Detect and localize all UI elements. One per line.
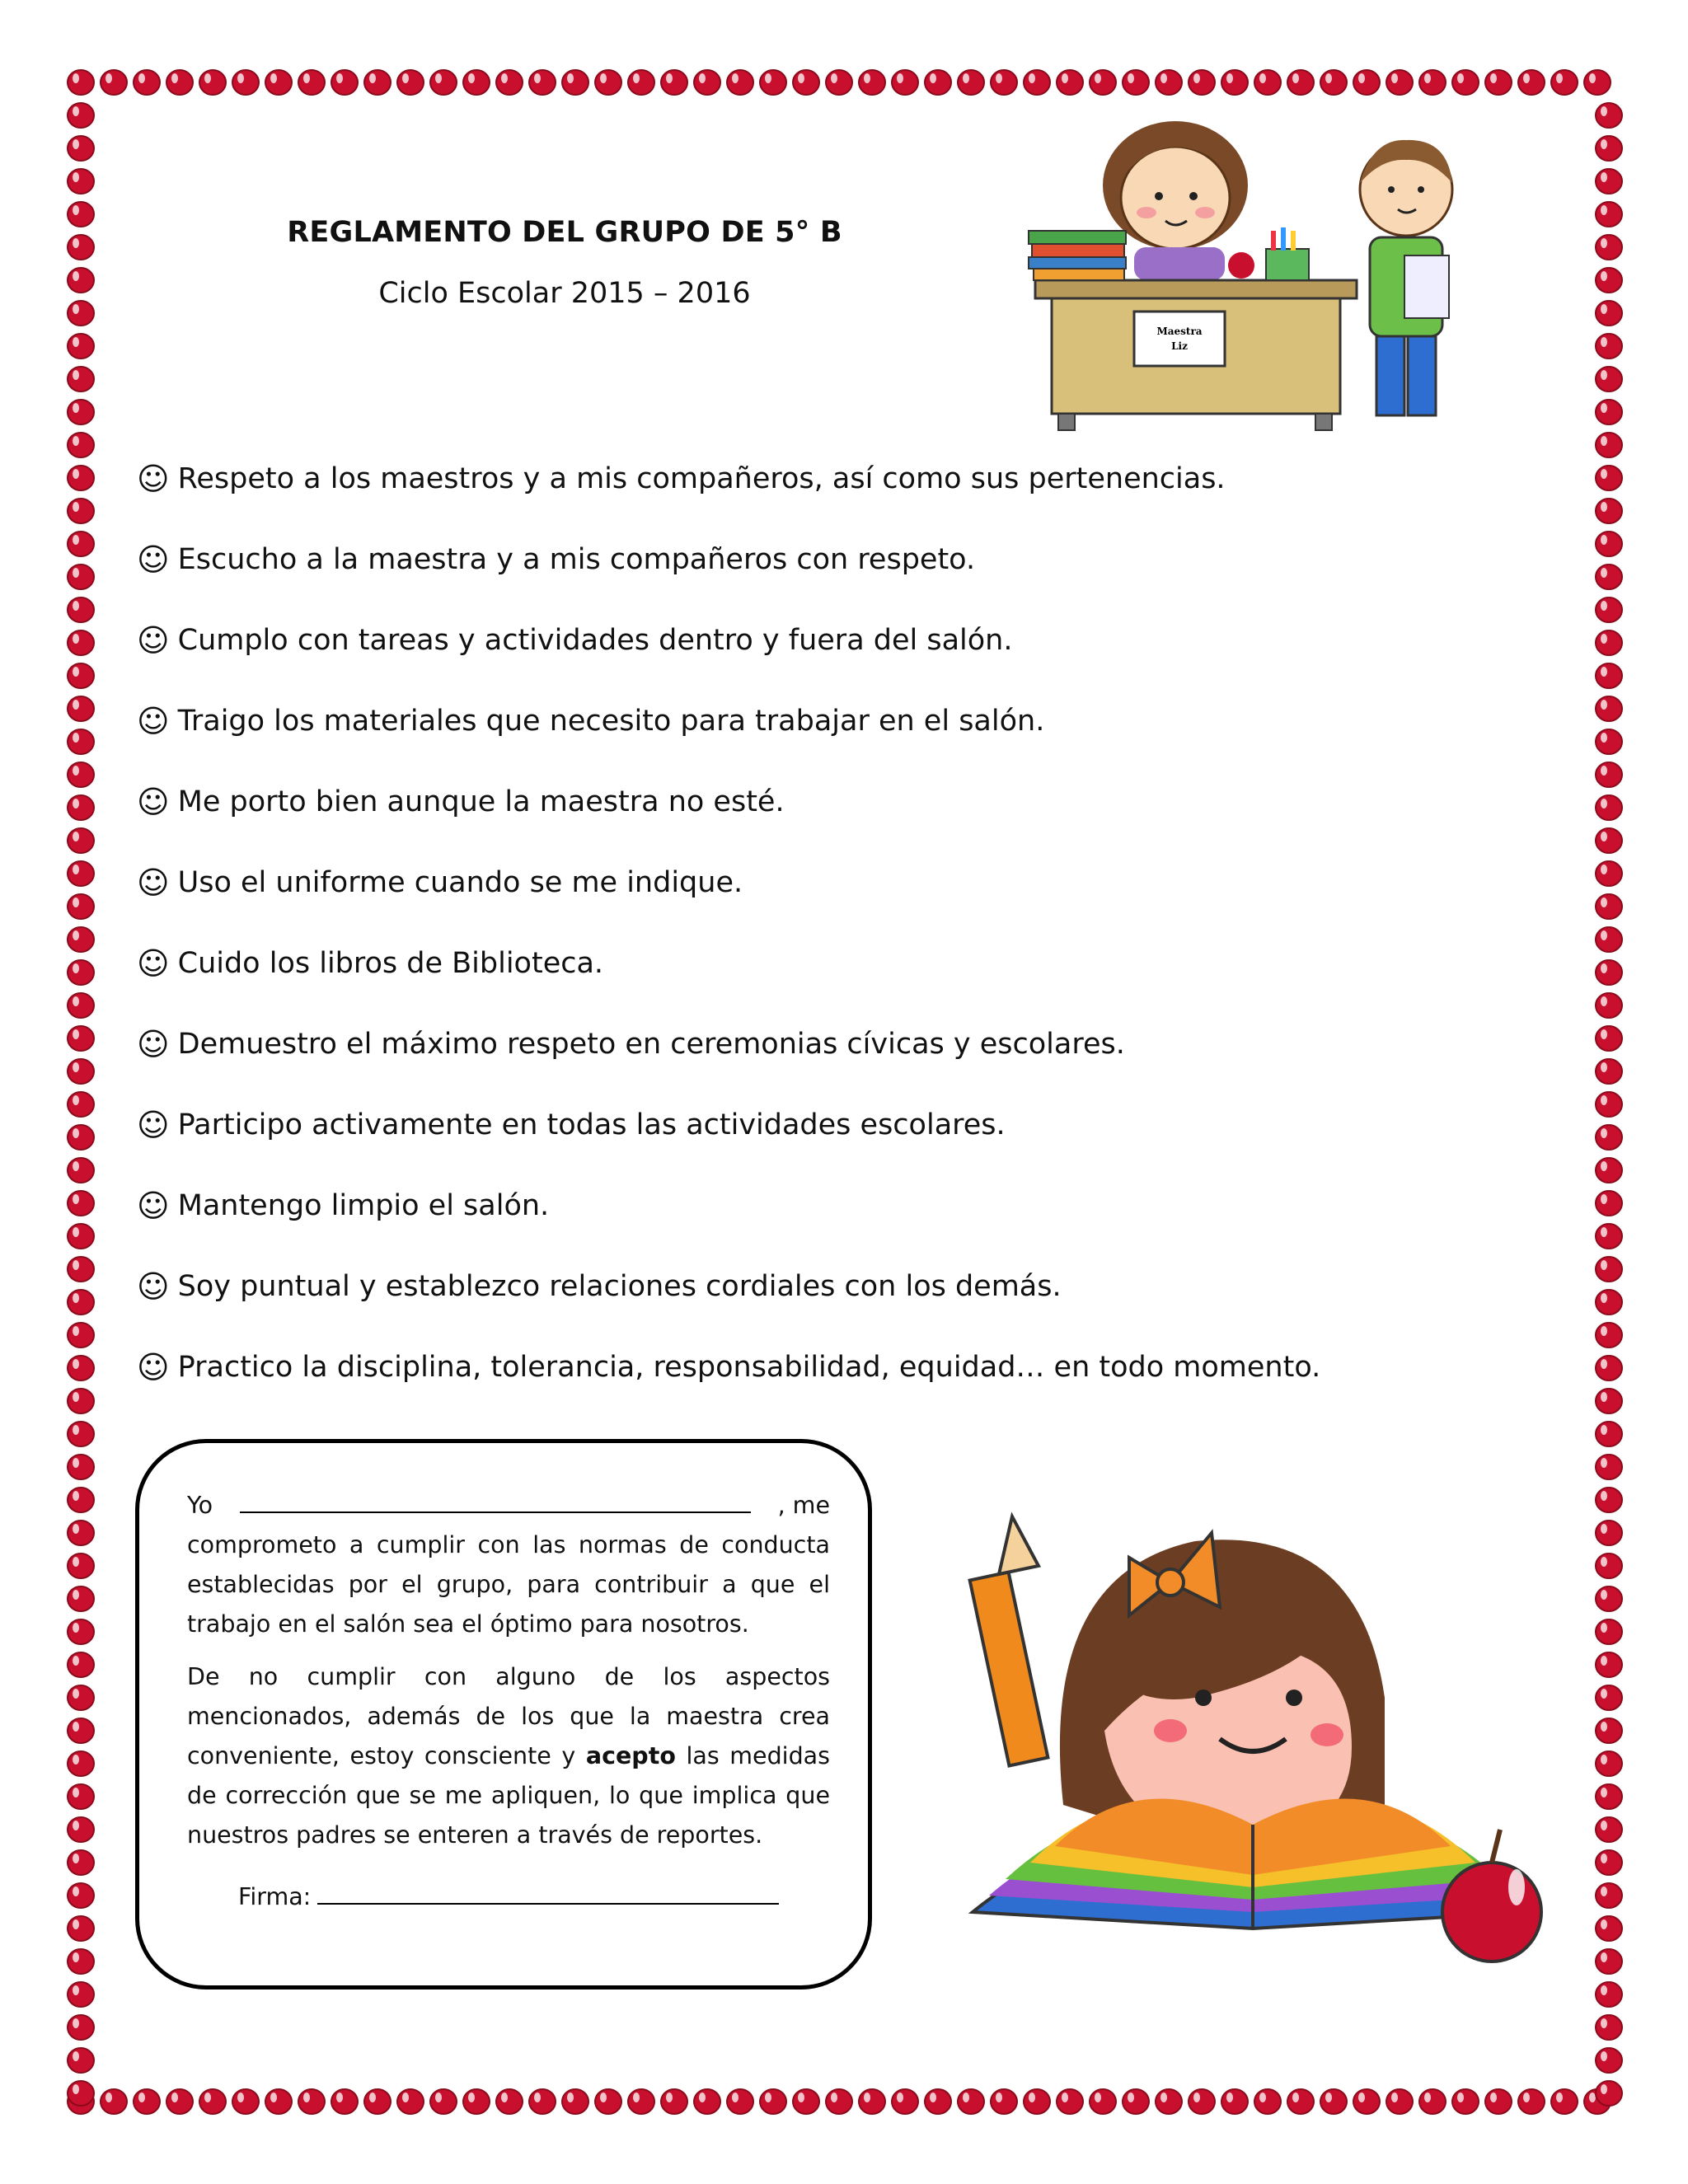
apple-icon	[1386, 70, 1413, 95]
apple-icon	[1024, 70, 1050, 95]
rule-text: Practico la disciplina, tolerancia, responsabilidad, equidad… en todo momento.	[177, 1351, 1321, 1384]
apple-icon	[1596, 795, 1622, 820]
apple-icon	[68, 1619, 94, 1644]
apple-icon	[1596, 1586, 1622, 1611]
apple-icon	[1596, 1718, 1622, 1743]
apple-icon	[1596, 367, 1622, 391]
smiley-icon: ☺	[137, 622, 170, 658]
apple-icon	[68, 70, 94, 95]
apple-icon	[1596, 2048, 1622, 2073]
smiley-icon: ☺	[137, 784, 170, 820]
apple-icon	[1189, 2089, 1215, 2114]
apple-icon	[760, 70, 786, 95]
apple-icon	[1596, 2081, 1622, 2106]
apple-icon	[1156, 2089, 1182, 2114]
pledge-paragraph-1	[187, 1486, 830, 1644]
rule-text: Traigo los materiales que necesito para trabajar en el salón.	[177, 705, 1045, 738]
apple-icon	[1596, 1455, 1622, 1479]
rule-text: Escucho a la maestra y a mis compañeros con respeto.	[177, 543, 976, 576]
apple-icon	[68, 1224, 94, 1249]
apple-icon	[68, 136, 94, 161]
apple-icon	[1596, 927, 1622, 952]
pledge-paragraph-2	[187, 1657, 830, 1855]
apple-icon	[68, 960, 94, 985]
apple-icon	[68, 2015, 94, 2040]
apple-icon	[68, 1356, 94, 1380]
apple-icon	[1596, 1191, 1622, 1216]
apple-icon	[68, 927, 94, 952]
apple-icon	[68, 235, 94, 260]
apple-icon	[925, 2089, 951, 2114]
rule-text: Cumplo con tareas y actividades dentro y fuera del salón.	[177, 624, 1013, 657]
rule-item	[137, 1266, 1390, 1347]
apple-icon	[68, 861, 94, 886]
apple-icon	[958, 2089, 984, 2114]
apple-icon	[331, 2089, 358, 2114]
apple-icon	[1596, 1784, 1622, 1809]
apple-icon	[1419, 70, 1446, 95]
apple-icon	[68, 598, 94, 622]
apple-icon	[1596, 169, 1622, 194]
apple-icon	[68, 1916, 94, 1941]
apple-icon	[68, 1191, 94, 1216]
apple-icon	[68, 993, 94, 1018]
apple-icon	[1596, 630, 1622, 655]
apple-icon	[826, 70, 852, 95]
pledge-me: , me	[777, 1492, 830, 1519]
apple-icon	[694, 70, 720, 95]
apple-icon	[1596, 1026, 1622, 1051]
apple-icon	[793, 70, 819, 95]
apple-icon	[1596, 499, 1622, 523]
apple-icon	[925, 70, 951, 95]
page-subtitle: Ciclo Escolar 2015 – 2016	[378, 277, 751, 310]
apple-icon	[1551, 70, 1578, 95]
apple-icon	[68, 1323, 94, 1347]
apple-icon	[1057, 70, 1083, 95]
rule-item	[137, 781, 1390, 862]
apple-icon	[1353, 2089, 1380, 2114]
apple-icon	[1596, 960, 1622, 985]
apple-icon	[68, 1026, 94, 1051]
apple-icon	[1254, 70, 1281, 95]
apple-icon	[1596, 103, 1622, 128]
smiley-icon: ☺	[137, 1188, 170, 1224]
apple-icon	[1596, 1883, 1622, 1908]
apple-icon	[1485, 2089, 1512, 2114]
apple-icon	[68, 1488, 94, 1512]
apple-icon	[232, 70, 259, 95]
apple-icon	[397, 70, 424, 95]
apple-icon	[68, 466, 94, 490]
smiley-icon: ☺	[137, 541, 170, 578]
apple-icon	[68, 1982, 94, 2007]
apple-icon	[991, 70, 1017, 95]
apple-icon	[1596, 1224, 1622, 1249]
apple-icon	[1596, 433, 1622, 457]
apple-icon	[1320, 70, 1347, 95]
rule-item	[137, 458, 1390, 539]
apple-icon	[68, 630, 94, 655]
apple-icon	[1452, 70, 1479, 95]
apple-icon	[68, 696, 94, 721]
apple-icon	[1596, 1422, 1622, 1446]
rule-item	[137, 862, 1390, 943]
apple-icon	[1596, 1685, 1622, 1710]
apple-icon	[68, 565, 94, 589]
apple-icon	[1596, 565, 1622, 589]
apple-icon	[298, 70, 325, 95]
apple-icon	[68, 2081, 94, 2106]
apple-icon	[1090, 2089, 1116, 2114]
apple-icon	[68, 1949, 94, 1974]
apple-icon	[1596, 1323, 1622, 1347]
apple-icon	[1596, 268, 1622, 293]
apple-icon	[68, 1883, 94, 1908]
firma-label: Firma:	[238, 1883, 312, 1910]
apple-icon	[1596, 1850, 1622, 1875]
apple-icon	[1584, 70, 1611, 95]
apple-icon	[1596, 532, 1622, 556]
apple-icon	[1596, 894, 1622, 919]
apple-icon	[859, 2089, 885, 2114]
apple-icon	[595, 70, 621, 95]
apple-icon	[1596, 1158, 1622, 1183]
apple-icon	[1419, 2089, 1446, 2114]
apple-icon	[1189, 70, 1215, 95]
rules-list	[137, 458, 1390, 1427]
apple-icon	[1596, 400, 1622, 424]
rule-text: Demuestro el máximo respeto en ceremonias cívicas y escolares.	[177, 1028, 1125, 1061]
apple-icon	[331, 70, 358, 95]
apple-icon	[463, 2089, 490, 2114]
apple-icon	[1518, 2089, 1545, 2114]
apple-icon	[1287, 2089, 1314, 2114]
rule-item	[137, 701, 1390, 781]
apple-icon	[68, 663, 94, 688]
rule-text: Me porto bien aunque la maestra no esté.	[177, 785, 785, 818]
apple-icon	[760, 2089, 786, 2114]
apple-icon	[68, 894, 94, 919]
name-blank-line[interactable]	[240, 1487, 751, 1513]
apple-icon	[68, 1586, 94, 1611]
apple-icon	[1596, 1356, 1622, 1380]
apple-icon	[1596, 466, 1622, 490]
apple-icon	[364, 70, 391, 95]
girl-reading-illustration	[923, 1451, 1566, 1978]
signature-blank-line[interactable]	[317, 1878, 779, 1905]
apple-icon	[694, 2089, 720, 2114]
apple-icon	[68, 1850, 94, 1875]
apple-icon	[68, 762, 94, 787]
apple-icon	[68, 1817, 94, 1842]
rule-item	[137, 1185, 1390, 1266]
apple-icon	[529, 70, 556, 95]
apple-icon	[958, 70, 984, 95]
apple-icon	[1221, 70, 1248, 95]
pledge-yo: Yo	[187, 1492, 213, 1519]
apple-icon	[1320, 2089, 1347, 2114]
smiley-icon: ☺	[137, 1107, 170, 1143]
rule-item	[137, 1104, 1390, 1185]
smiley-icon: ☺	[137, 703, 170, 739]
apple-icon	[1596, 1257, 1622, 1282]
apple-icon	[397, 2089, 424, 2114]
apple-icon	[68, 729, 94, 754]
apple-icon	[1596, 1817, 1622, 1842]
rule-text: Participo activamente en todas las actividades escolares.	[177, 1108, 1006, 1141]
apple-icon	[628, 2089, 654, 2114]
apple-icon	[661, 2089, 687, 2114]
smiley-icon: ☺	[137, 461, 170, 497]
pledge-p2-text-a: De no cumplir con alguno de los aspectos mencionados, además de los que la maestra crea conveniente, estoy consciente y	[187, 1663, 830, 1769]
apple-icon	[68, 1784, 94, 1809]
apple-icon	[134, 70, 160, 95]
apple-icon	[68, 1290, 94, 1315]
signature-row	[238, 1878, 779, 1910]
apple-icon	[793, 2089, 819, 2114]
apple-icon	[1485, 70, 1512, 95]
apple-icon	[991, 2089, 1017, 2114]
apple-icon	[1596, 663, 1622, 688]
apple-icon	[628, 70, 654, 95]
apple-icon	[1596, 828, 1622, 853]
apple-icon	[1596, 136, 1622, 161]
smiley-icon: ☺	[137, 945, 170, 982]
page-title: REGLAMENTO DEL GRUPO DE 5° B	[287, 216, 842, 249]
apple-icon	[826, 2089, 852, 2114]
apple-icon	[68, 433, 94, 457]
smiley-icon: ☺	[137, 1349, 170, 1385]
apple-icon	[1551, 2089, 1578, 2114]
apple-icon	[892, 70, 918, 95]
pledge-p2-bold: acepto	[585, 1742, 676, 1769]
apple-icon	[727, 2089, 753, 2114]
apple-icon	[1123, 70, 1149, 95]
apple-icon	[199, 70, 226, 95]
apple-icon	[496, 70, 523, 95]
apple-icon	[1596, 1092, 1622, 1117]
apple-icon	[68, 1257, 94, 1282]
apple-icon	[1596, 1916, 1622, 1941]
apple-icon	[1596, 598, 1622, 622]
smiley-icon: ☺	[137, 1026, 170, 1062]
apple-icon	[68, 334, 94, 359]
rule-text: Mantengo limpio el salón.	[177, 1189, 550, 1222]
apple-icon	[134, 2089, 160, 2114]
apple-icon	[364, 2089, 391, 2114]
apple-icon	[68, 532, 94, 556]
apple-icon	[68, 1422, 94, 1446]
apple-icon	[892, 2089, 918, 2114]
apple-icon	[1596, 2015, 1622, 2040]
apple-icon	[298, 2089, 325, 2114]
apple-icon	[68, 1718, 94, 1743]
apple-icon	[595, 2089, 621, 2114]
apple-icon	[1596, 1652, 1622, 1677]
smiley-icon: ☺	[137, 1268, 170, 1305]
apple-icon	[859, 70, 885, 95]
apple-icon	[68, 301, 94, 326]
apple-icon	[430, 2089, 457, 2114]
apple-icon	[1596, 334, 1622, 359]
apple-icon	[1156, 70, 1182, 95]
apple-icon	[1596, 1488, 1622, 1512]
apple-icon	[68, 1389, 94, 1413]
desk-sign-line2: Liz	[1171, 340, 1188, 352]
apple-icon	[265, 2089, 292, 2114]
apple-icon	[1596, 696, 1622, 721]
apple-icon	[68, 202, 94, 227]
apple-icon	[1596, 1521, 1622, 1545]
apple-icon	[1518, 70, 1545, 95]
apple-icon	[1024, 2089, 1050, 2114]
apple-icon	[68, 169, 94, 194]
apple-icon	[1596, 235, 1622, 260]
rule-text: Respeto a los maestros y a mis compañeros, así como sus pertenencias.	[177, 462, 1226, 495]
rule-text: Soy puntual y establezco relaciones cordiales con los demás.	[177, 1270, 1062, 1303]
apple-icon	[1596, 1982, 1622, 2007]
apple-icon	[166, 70, 193, 95]
apple-icon	[1596, 202, 1622, 227]
pledge-box	[135, 1439, 872, 1990]
apple-icon	[1221, 2089, 1248, 2114]
apple-icon	[1596, 1619, 1622, 1644]
apple-icon	[1287, 70, 1314, 95]
apple-icon	[1596, 1290, 1622, 1315]
apple-icon	[68, 828, 94, 853]
rule-text: Cuido los libros de Biblioteca.	[177, 947, 604, 980]
apple-icon	[68, 103, 94, 128]
apple-icon	[1596, 1751, 1622, 1776]
apple-icon	[68, 1554, 94, 1578]
apple-icon	[1596, 301, 1622, 326]
smiley-icon: ☺	[137, 865, 170, 901]
apple-icon	[1596, 762, 1622, 787]
apple-icon	[68, 367, 94, 391]
rule-text: Uso el uniforme cuando se me indique.	[177, 866, 743, 899]
apple-icon	[68, 1455, 94, 1479]
pledge-p2-text-b: las medidas de corrección que se me apliquen, lo que implica que nuestros padres se enteren a través de reportes.	[187, 1742, 830, 1849]
apple-icon	[68, 795, 94, 820]
apple-icon	[101, 2089, 127, 2114]
apple-icon	[1254, 2089, 1281, 2114]
apple-icon	[166, 2089, 193, 2114]
rule-item	[137, 943, 1390, 1024]
apple-icon	[199, 2089, 226, 2114]
apple-icon	[430, 70, 457, 95]
pledge-commitment-text: comprometo a cumplir con las normas de conducta establecidas por el grupo, para contribuir a que el trabajo en el salón sea el óptimo para nosotros.	[187, 1531, 830, 1638]
apple-icon	[68, 1092, 94, 1117]
apple-icon	[1353, 70, 1380, 95]
apple-icon	[68, 1652, 94, 1677]
apple-icon	[661, 70, 687, 95]
apple-icon	[68, 1751, 94, 1776]
apple-icon	[68, 268, 94, 293]
apple-icon	[265, 70, 292, 95]
apple-icon	[1596, 1554, 1622, 1578]
apple-icon	[68, 2048, 94, 2073]
apple-icon	[1123, 2089, 1149, 2114]
rule-item	[137, 1024, 1390, 1104]
apple-icon	[1386, 2089, 1413, 2114]
apple-icon	[68, 1125, 94, 1150]
apple-icon	[1452, 2089, 1479, 2114]
desk-sign-line1: Maestra	[1156, 326, 1203, 337]
teacher-student-illustration	[1019, 107, 1480, 437]
apple-icon	[529, 2089, 556, 2114]
apple-icon	[68, 499, 94, 523]
apple-icon	[1596, 993, 1622, 1018]
apple-icon	[1057, 2089, 1083, 2114]
rule-item	[137, 539, 1390, 620]
apple-icon	[68, 1685, 94, 1710]
rule-item	[137, 1347, 1390, 1427]
apple-icon	[232, 2089, 259, 2114]
apple-icon	[1596, 729, 1622, 754]
apple-icon	[1090, 70, 1116, 95]
apple-icon	[727, 70, 753, 95]
apple-icon	[1596, 1949, 1622, 1974]
apple-icon	[496, 2089, 523, 2114]
apple-icon	[1596, 1125, 1622, 1150]
apple-icon	[68, 1059, 94, 1084]
rule-item	[137, 620, 1390, 701]
apple-icon	[562, 2089, 588, 2114]
apple-icon	[1596, 1389, 1622, 1413]
apple-icon	[68, 400, 94, 424]
apple-icon	[1596, 861, 1622, 886]
apple-icon	[101, 70, 127, 95]
apple-icon	[68, 1521, 94, 1545]
apple-icon	[562, 70, 588, 95]
apple-icon	[1596, 1059, 1622, 1084]
apple-icon	[463, 70, 490, 95]
apple-icon	[68, 1158, 94, 1183]
